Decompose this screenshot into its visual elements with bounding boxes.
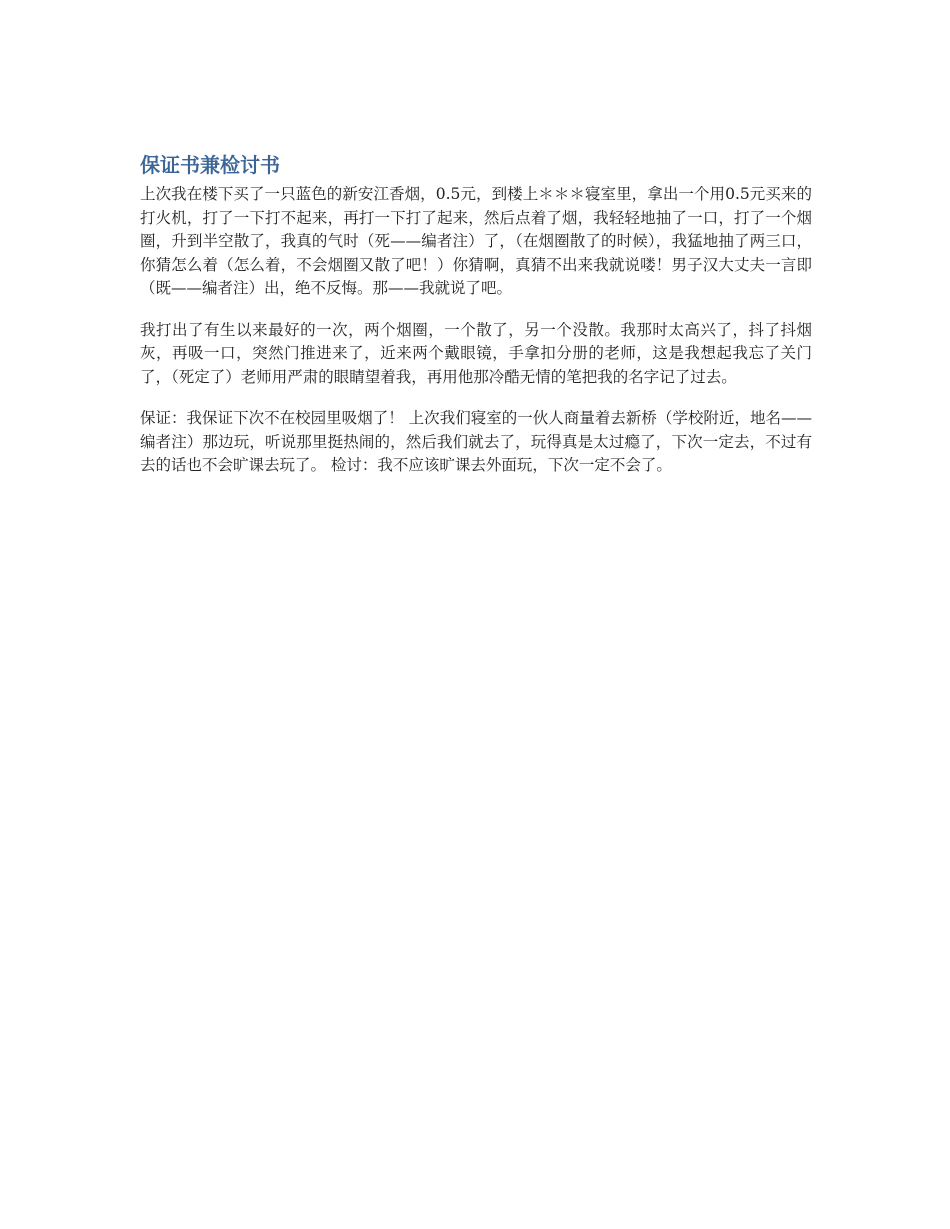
paragraph-1: 上次我在楼下买了一只蓝色的新安江香烟，0.5元，到楼上＊＊＊寝室里，拿出一个用0.5元买来的打火机，打了一下打不起来，再打一下打了起来，然后点着了烟，我轻轻地抽了一口，打了一个烟圈，升到半空散了，我真的气时（死——编者注）了，（在烟圈散了的时候），我猛地抽了两三口，你猜怎么着（怎么着，不会烟圈又散了吧！）你猜啊，真猜不出来我就说喽！男子汉大丈夫一言即（既——编者注）出，绝不反悔。那——我就说了吧。: [140, 185, 812, 297]
paragraph-2: 我打出了有生以来最好的一次，两个烟圈，一个散了，另一个没散。我那时太高兴了，抖了抖烟灰，再吸一口，突然门推进来了，近来两个戴眼镜，手拿扣分册的老师，这是我想起我忘了关门了，（死定了）老师用严肃的眼睛望着我，再用他那冷酷无情的笔把我的名字记了过去。: [140, 320, 812, 386]
paragraph-3: 保证：我保证下次不在校园里吸烟了！ 上次我们寝室的一伙人商量着去新桥（学校附近，地名——编者注）那边玩，听说那里挺热闹的，然后我们就去了，玩得真是太过瘾了，下次一定去，不过有去的话也不会旷课去玩了。 检讨：我不应该旷课去外面玩，下次一定不会了。: [140, 409, 812, 474]
document-body: [140, 150, 812, 496]
document-title: 保证书兼检讨书: [140, 153, 280, 177]
